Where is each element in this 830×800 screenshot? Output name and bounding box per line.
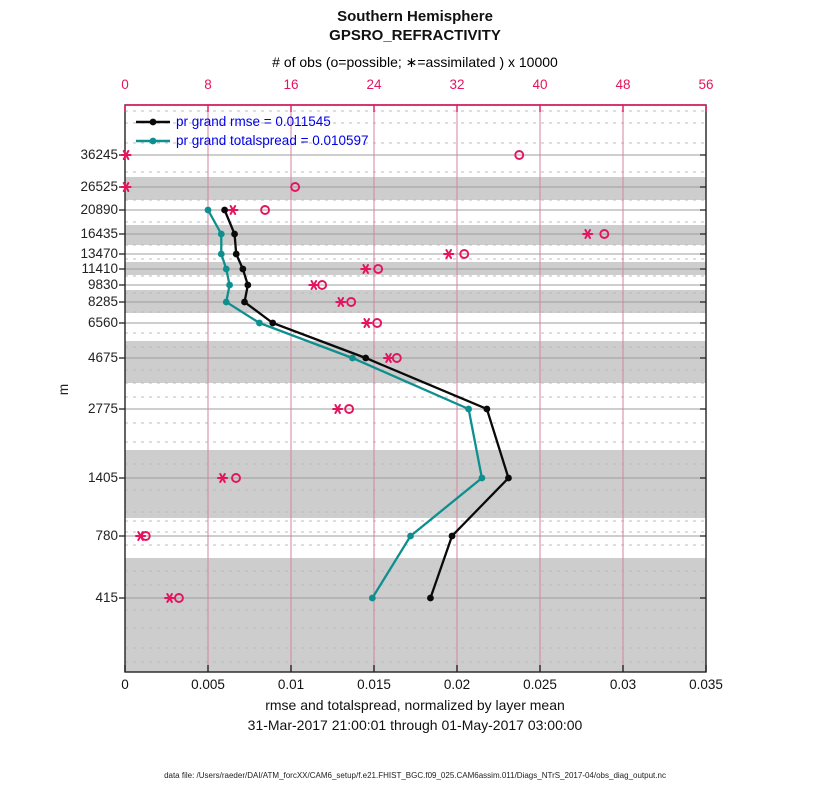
gray-layer-band (125, 450, 706, 518)
rmse-point (241, 299, 248, 306)
totalspread-point (218, 231, 225, 238)
bottom-axis-tick-label: 0.025 (523, 677, 557, 692)
totalspread-point (223, 299, 230, 306)
top-axis-tick-label: 8 (204, 77, 212, 92)
legend-marker (150, 137, 157, 144)
rmse-point (449, 533, 456, 540)
bottom-axis-tick-label: 0.02 (443, 677, 471, 692)
totalspread-point (479, 475, 486, 482)
totalspread-point (407, 533, 414, 540)
legend (136, 112, 369, 150)
bottom-axis-label: rmse and totalspread, normalized by layer mean (265, 697, 565, 713)
y-axis-tick-label: 9830 (87, 277, 118, 292)
rmse-point (483, 406, 490, 413)
legend-label: pr grand rmse = 0.011545 (176, 114, 331, 129)
totalspread-point (349, 355, 356, 362)
top-axis-tick-label: 24 (366, 77, 382, 92)
gray-layer-band (125, 558, 706, 672)
top-axis-label: # of obs (o=possible; ∗=assimilated ) x 10000 (272, 54, 558, 70)
rmse-point (244, 282, 251, 289)
totalspread-point (223, 266, 230, 273)
totalspread-point (226, 282, 233, 289)
bottom-axis-tick-label: 0.01 (277, 677, 305, 692)
y-axis-tick-label: 13470 (80, 246, 118, 261)
rmse-point (221, 207, 228, 214)
y-axis-tick-label: 415 (95, 590, 118, 605)
y-axis-tick-label: 26525 (80, 179, 118, 194)
data-file-path: data file: /Users/raeder/DAI/ATM_forcXX/CAM6_setup/f.e21.FHIST_BGC.f09_025.CAM6assim.011/Diags_NTrS_2017-04/obs_diag_output.nc (164, 771, 666, 780)
legend-line-sample (136, 116, 170, 128)
y-axis-tick-label: 780 (95, 528, 118, 543)
top-axis-tick-label: 32 (449, 77, 465, 92)
gray-layer-band (125, 225, 706, 245)
totalspread-point (256, 320, 263, 327)
bottom-axis-tick-label: 0.015 (357, 677, 391, 692)
top-axis-tick-label: 16 (283, 77, 299, 92)
legend-marker (150, 118, 157, 125)
rmse-point (233, 251, 240, 258)
legend-label: pr grand totalspread = 0.010597 (176, 133, 369, 148)
rmse-point (427, 595, 434, 602)
chart-title-line1: Southern Hemisphere (337, 8, 493, 25)
y-axis-tick-label: 16435 (80, 226, 118, 241)
top-axis-tick-label: 56 (698, 77, 714, 92)
date-range-label: 31-Mar-2017 21:00:01 through 01-May-2017 03:00:00 (247, 717, 583, 733)
rmse-point (239, 266, 246, 273)
legend-item (136, 131, 369, 150)
top-axis-tick-label: 48 (615, 77, 631, 92)
y-axis-tick-label: 36245 (80, 147, 118, 162)
y-axis-tick-label: 1405 (87, 470, 118, 485)
y-axis-tick-label: 6560 (87, 315, 118, 330)
y-axis-tick-label: 11410 (81, 261, 118, 276)
totalspread-point (369, 595, 376, 602)
bottom-axis-tick-label: 0.03 (609, 677, 637, 692)
top-axis-tick-label: 0 (121, 77, 129, 92)
chart-title-line2: GPSRO_REFRACTIVITY (329, 27, 501, 44)
rmse-point (269, 320, 276, 327)
totalspread-point (218, 251, 225, 258)
top-axis-tick-label: 40 (532, 77, 548, 92)
bottom-axis-tick-label: 0 (121, 677, 129, 692)
y-axis-tick-label: 8285 (87, 294, 118, 309)
y-axis-unit-label: m (56, 383, 72, 396)
y-axis-tick-label: 20890 (80, 202, 118, 217)
legend-line-sample (136, 135, 170, 147)
y-axis-tick-label: 2775 (87, 401, 118, 416)
rmse-point (505, 475, 512, 482)
totalspread-point (465, 406, 472, 413)
bottom-axis-tick-label: 0.035 (689, 677, 723, 692)
totalspread-point (205, 207, 212, 214)
rmse-point (362, 355, 369, 362)
gray-layer-band (125, 177, 706, 200)
legend-item (136, 112, 369, 131)
y-axis-tick-label: 4675 (87, 350, 118, 365)
bottom-axis-tick-label: 0.005 (191, 677, 225, 692)
rmse-point (231, 231, 238, 238)
